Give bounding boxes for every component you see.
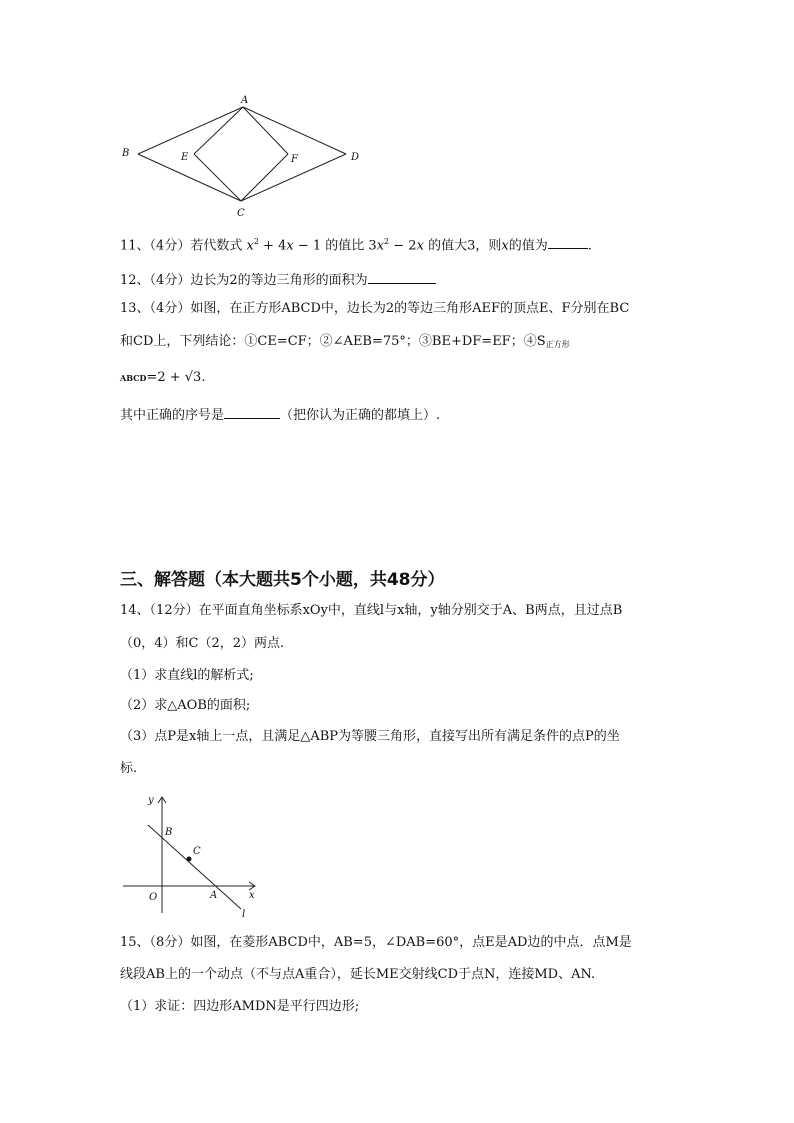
label-b: B	[165, 827, 173, 838]
rhombus-diagram	[110, 90, 370, 225]
segment-ab	[138, 107, 243, 154]
q15-line2: 线段AB上的一个动点（不与点A重合），延长ME交射线CD于点N，连接MD、AN.	[120, 967, 596, 982]
question-15-line1	[120, 934, 632, 952]
q11-end: .	[587, 238, 592, 254]
q11-expr2-var1: x	[376, 238, 385, 254]
q11-expr1-var2: x	[286, 238, 294, 254]
question-14-part1	[120, 667, 254, 685]
segment-fc	[241, 154, 288, 201]
q11-mid: 的值比	[325, 238, 365, 254]
question-13-line2	[120, 333, 570, 354]
q13-answer-blank[interactable]	[224, 405, 280, 419]
question-14-line1	[120, 602, 622, 620]
question-13-line3	[120, 369, 205, 387]
label-d: D	[351, 152, 360, 163]
question-14-part3	[120, 728, 620, 746]
segment-ad	[243, 107, 346, 154]
q11-expr2-exp: 2	[384, 237, 390, 246]
q12-text: 12、（4分）边长为2的等边三角形的面积为	[120, 273, 368, 288]
q13-line3-sub: ABCD	[120, 373, 147, 383]
q11-mid2: 的值大3，则	[428, 238, 502, 254]
question-15-part1	[120, 998, 359, 1016]
label-e: E	[181, 152, 189, 163]
point-c	[187, 857, 192, 862]
section-title: 三、解答题（本大题共5个小题，共48分）	[120, 570, 445, 590]
label-a: A	[241, 95, 249, 106]
q14-p1: （1）求直线l的解析式;	[120, 668, 254, 683]
q13-line3-expr: =2 + √3	[146, 370, 202, 385]
q13-line1: 13、（4分）如图，在正方形ABCD中，边长为2的等边三角形AEF的顶点E、F分别在BC	[120, 301, 630, 316]
question-11	[120, 233, 592, 255]
label-l: l	[242, 909, 246, 920]
segment-bc	[138, 154, 241, 201]
q11-var: x	[501, 238, 509, 254]
q13-line4-b: （把你认为正确的都填上）.	[280, 408, 441, 423]
q13-line4-a: 其中正确的序号是	[120, 408, 225, 423]
q11-expr2-coef: 3	[368, 238, 377, 254]
q14-p3: （3）点P是x轴上一点，且满足△ABP为等腰三角形，直接写出所有满足条件的点P的坐	[120, 729, 620, 744]
question-13-line1	[120, 300, 629, 318]
label-x: x	[249, 890, 255, 901]
q13-line2-sub: 正方形	[545, 340, 570, 349]
q11-answer-blank[interactable]	[548, 235, 588, 249]
question-14-line2	[120, 635, 284, 653]
q15-p1: （1）求证：四边形AMDN是平行四边形;	[120, 999, 360, 1014]
q11-expr2-minus: − 2	[389, 238, 417, 254]
q11-expr1-var1: x	[246, 238, 254, 254]
q13-line3-end: .	[201, 370, 206, 385]
segment-ae	[194, 107, 243, 154]
label-y: y	[148, 795, 154, 806]
q11-expr1-exp: 2	[253, 237, 259, 246]
label-b: B	[122, 148, 130, 159]
q11-expr1-minus: − 1	[293, 238, 322, 254]
q14-p2: （2）求△AOB的面积;	[120, 698, 251, 713]
label-o: O	[149, 892, 158, 903]
question-15-line2	[120, 966, 595, 984]
q14-line2: （0，4）和C（2，2）两点.	[120, 636, 285, 651]
segment-af	[243, 107, 288, 154]
q13-line2: 和CD上，下列结论：①CE=CF；②∠AEB=75°；③BE+DF=EF；④S	[120, 334, 546, 349]
q11-prefix: 11、（4分）若代数式	[120, 238, 243, 254]
q11-expr2-var2: x	[416, 238, 424, 254]
question-14-part2	[120, 697, 250, 715]
segment-ec	[194, 154, 241, 201]
label-f: F	[291, 154, 298, 165]
label-c: C	[237, 208, 245, 219]
q12-answer-blank[interactable]	[368, 270, 436, 284]
label-c: C	[193, 846, 201, 857]
q14-p3-cont: 标.	[120, 761, 138, 776]
question-12	[120, 270, 436, 290]
coordinate-diagram	[118, 788, 268, 920]
question-14-part3-cont	[120, 760, 137, 778]
q11-expr1-plus: + 4	[258, 238, 287, 254]
label-a: A	[210, 890, 218, 901]
question-13-line4	[120, 405, 440, 425]
q14-line1: 14、（12分）在平面直角坐标系xOy中，直线l与x轴，y轴分别交于A、B两点，且过点B	[120, 603, 623, 618]
q15-line1: 15、（8分）如图，在菱形ABCD中，AB=5，∠DAB=60°，点E是AD边的中点．点M是	[120, 935, 632, 950]
q11-suffix: 的值为	[508, 238, 548, 254]
